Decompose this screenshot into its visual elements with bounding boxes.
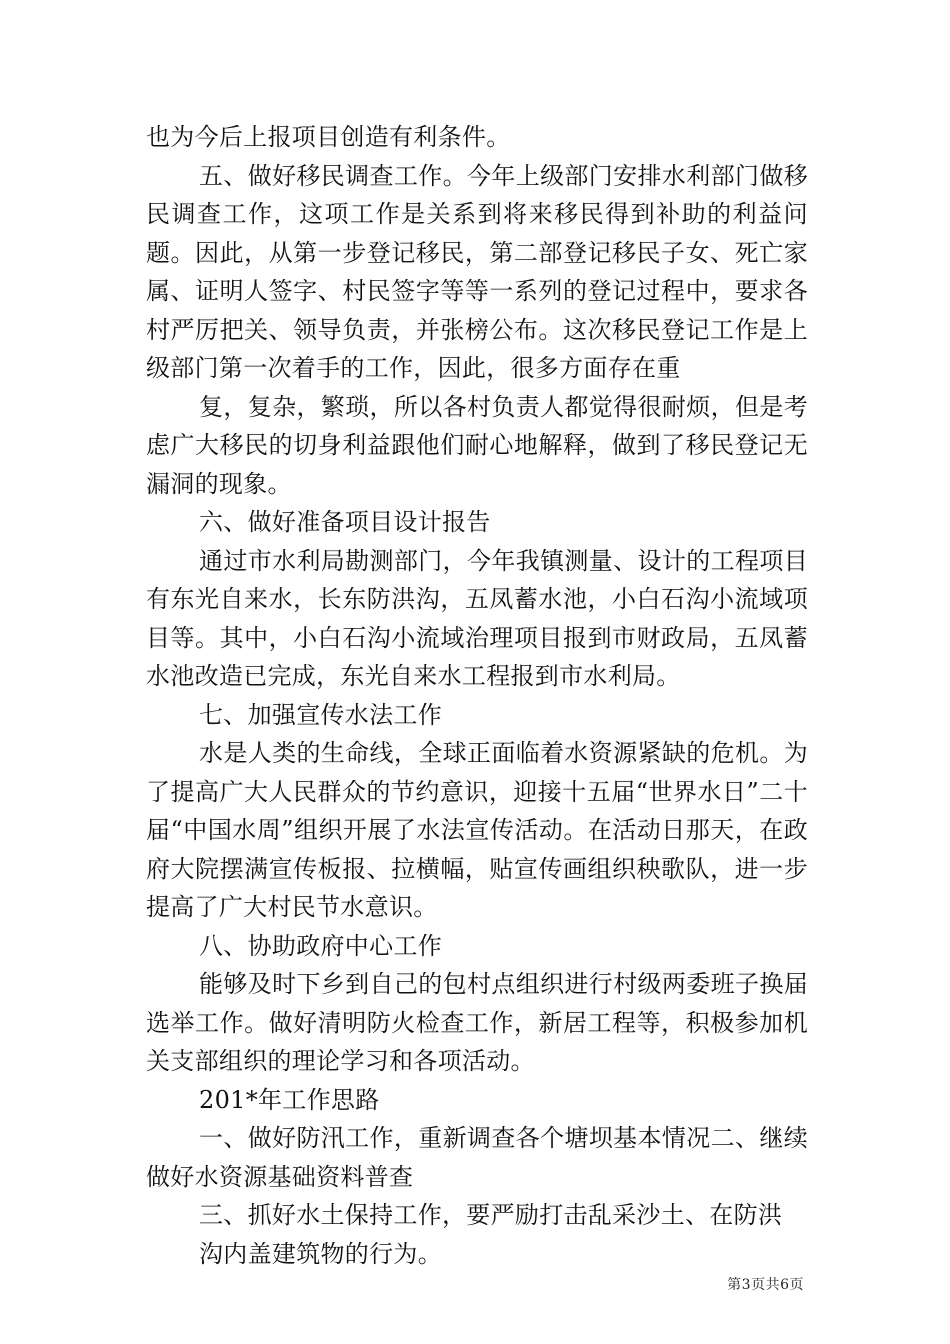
paragraph-section-five: 五、做好移民调查工作。今年上级部门安排水利部门做移民调查工作，这项工作是关系到将来移民得到补助的利益问题。因此，从第一步登记移民，第二部登记移民子女、死亡家属、证明人签字、村民签字等等一系列的登记过程中，要求各村严厉把关、领导负责，并张榜公布。这次移民登记工作是上级部门第一次着手的工作，因此，很多方面存在重 <box>146 161 808 382</box>
paragraph-continuation: 也为今后上报项目创造有利条件。 <box>146 123 511 151</box>
heading-section-seven: 七、加强宣传水法工作 <box>199 700 442 729</box>
paragraph-section-six: 通过市水利局勘测部门，今年我镇测量、设计的工程项目有东光自来水，长东防洪沟，五凤蓄水池，小白石沟小流域项目等。其中，小白石沟小流域治理项目报到市财政局，五凤蓄水池改造已完成，东光自来水工程报到市水利局。 <box>146 546 808 690</box>
paragraph-plan-one-two: 一、做好防汛工作，重新调查各个塘坝基本情况二、继续做好水资源基础资料普查 <box>146 1124 808 1191</box>
paragraph-section-seven: 水是人类的生命线，全球正面临着水资源紧缺的危机。为了提高广大人民群众的节约意识，迎接十五届“世界水日”二十届“中国水周”组织开展了水法宣传活动。在活动日那天，在政府大院摆满宣传板报、拉横幅，贴宣传画组织秧歌队，进一步提高了广大村民节水意识。 <box>146 739 808 921</box>
document-body <box>146 118 808 1273</box>
paragraph-plan-three: 三、抓好水土保持工作，要严励打击乱采沙土、在防洪 <box>199 1201 783 1229</box>
heading-section-eight: 八、协助政府中心工作 <box>199 931 442 960</box>
page-number: 第3页共6页 <box>727 1277 804 1293</box>
heading-section-six: 六、做好准备项目设计报告 <box>199 508 491 536</box>
heading-work-plan: 201*年工作思路 <box>199 1085 380 1114</box>
paragraph-section-eight: 能够及时下乡到自己的包村点组织进行村级两委班子换届选举工作。做好清明防火检查工作，新居工程等，积极参加机关支部组织的理论学习和各项活动。 <box>146 970 808 1075</box>
paragraph-section-five-cont: 复，复杂，繁琐，所以各村负责人都觉得很耐烦，但是考虑广大移民的切身利益跟他们耐心地解释，做到了移民登记无漏洞的现象。 <box>146 392 808 498</box>
paragraph-plan-three-cont: 沟内盖建筑物的行为。 <box>199 1239 442 1268</box>
